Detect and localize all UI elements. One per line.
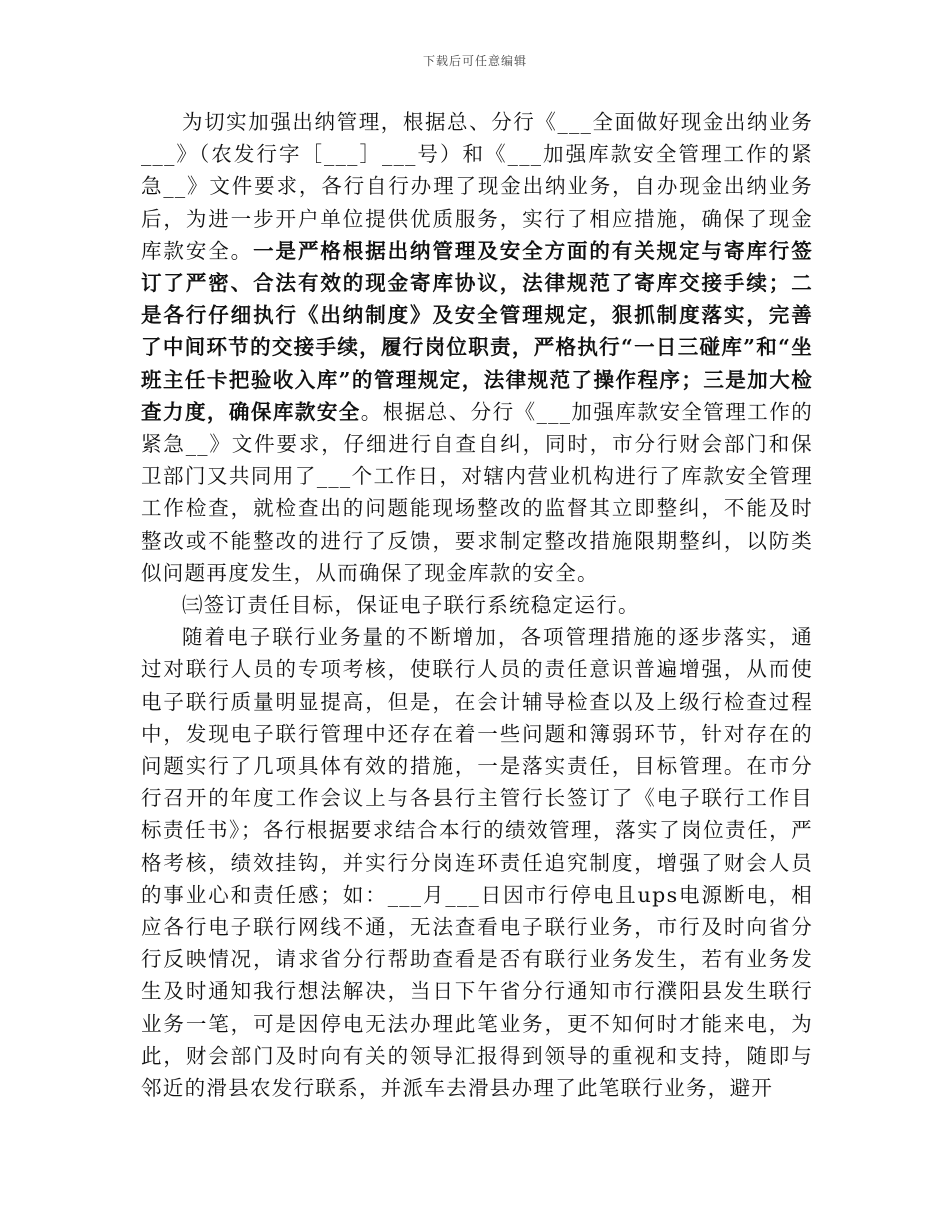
paragraph-text: 为切实加强出纳管理，根据总、分行《___全面做好现金出纳业务___》（农发行字［___］___号）和《___加强库款安全管理工作的紧急__》文件要求，各行自行办理了现金出纳业务，自办现金出纳业务后，为进一步开户单位提供优质服务，实行了相应措施，确保了现金库款安全。 <box>141 110 813 263</box>
paragraph-electronic-transfer <box>141 621 813 1104</box>
section-heading <box>141 589 813 621</box>
paragraph-bold-text: 一是严格根据出纳管理及安全方面的有关规定与寄库行签订了严密、合法有效的现金寄库协议，法律规范了寄库交接手续；二是各行仔细执行《出纳制度》及安全管理规定，狠抓制度落实，完善了中间环节的交接手续，履行岗位职责，严格执行“一日三碰库”和“坐班主任卡把验收入库”的管理规定，法律规范了操作程序；三是加大检查力度，确保库款安全 <box>141 238 814 424</box>
paragraph-text: 。根据总、分行《___加强库款安全管理工作的紧急__》文件要求，仔细进行自查自纠，同时，市分行财会部门和保卫部门又共同用了___个工作日，对辖内营业机构进行了库款安全管理工作检查，就检查出的问题能现场整改的监督其立即整纠，不能及时整改或不能整改的进行了反馈，要求制定整改措施限期整纠，以防类似问题再度发生，从而确保了现金库款的安全。 <box>141 399 813 585</box>
page-header: 下载后可任意编辑 <box>422 54 527 68</box>
section-heading-text: ㈢签订责任目标，保证电子联行系统稳定运行。 <box>182 593 640 618</box>
document-body <box>141 106 813 1104</box>
paragraph-text: 随着电子联行业务量的不断增加，各项管理措施的逐步落实，通过对联行人员的专项考核，使联行人员的责任意识普遍增强，从而使电子联行质量明显提高，但是，在会计辅导检查以及上级行检查过程中，发现电子联行管理中还存在着一些问题和簿弱环节，针对存在的问题实行了几项具体有效的措施，一是落实责任，目标管理。在市分行召开的年度工作会议上与各县行主管行长签订了《电子联行工作目标责任书》；各行根据要求结合本行的绩效管理，落实了岗位责任，严格考核，绩效挂钩，并实行分岗连环责任追究制度，增强了财会人员的事业心和责任感；如：___月___日因市行停电且ups电源断电，相应各行电子联行网线不通，无法查看电子联行业务，市行及时向省分行反映情况，请求省分行帮助查看是否有联行业务发生，若有业务发生及时通知我行想法解决，当日下午省分行通知市行濮阳县发生联行业务一笔，可是因停电无法办理此笔业务，更不知何时才能来电，为此，财会部门及时向有关的领导汇报得到领导的重视和支持，随即与邻近的滑县农发行联系，并派车去滑县办理了此笔联行业务，避开 <box>141 625 813 1101</box>
paragraph-cash-management <box>141 106 813 589</box>
